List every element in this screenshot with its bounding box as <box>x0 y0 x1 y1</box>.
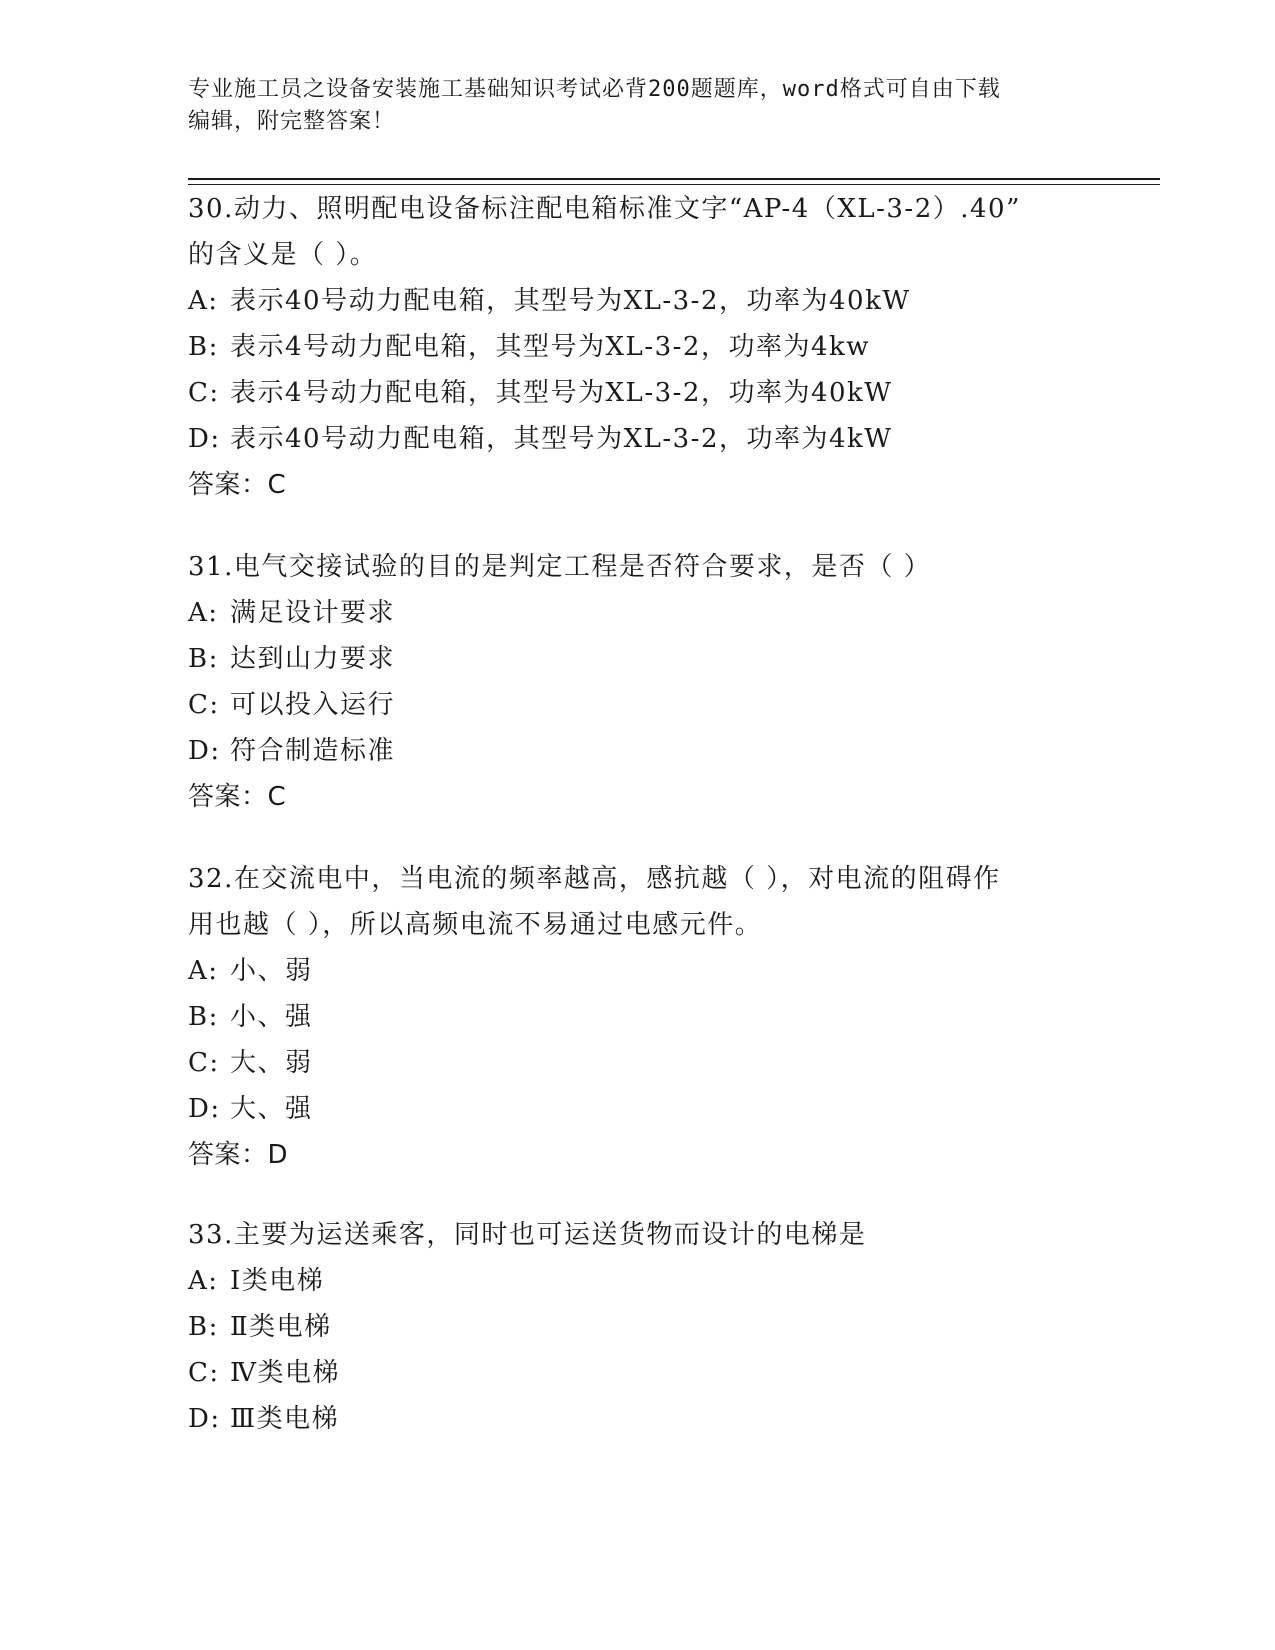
option-text: 表示40号动力配电箱，其型号为XL-3-2，功率为40kW <box>230 286 911 316</box>
option-text: 小、强 <box>230 1002 313 1032</box>
option-text: 符合制造标准 <box>230 736 396 766</box>
option-letter: B: <box>188 1312 219 1342</box>
option-letter: D: <box>188 1404 221 1434</box>
document-header <box>188 74 1088 138</box>
option-text: Ⅱ类电梯 <box>230 1312 332 1342</box>
option-letter: D: <box>188 1094 221 1124</box>
option-letter: D: <box>188 736 221 766</box>
option-c <box>188 682 1128 728</box>
option-d <box>188 1086 1128 1132</box>
question-stem: 31.电气交接试验的目的是判定工程是否符合要求，是否（ ） <box>188 552 932 582</box>
option-c <box>188 370 1128 416</box>
option-text: Ⅲ类电梯 <box>230 1404 340 1434</box>
option-letter: B: <box>188 1002 219 1032</box>
question-31 <box>188 544 1128 820</box>
option-d <box>188 1396 1128 1442</box>
question-stem: 33.主要为运送乘客，同时也可运送货物而设计的电梯是 <box>188 1220 867 1250</box>
option-text: 表示40号动力配电箱，其型号为XL-3-2，功率为4kW <box>230 424 893 454</box>
option-text: 大、弱 <box>230 1048 313 1078</box>
option-d <box>188 416 1128 462</box>
question-stem: 32.在交流电中，当电流的频率越高，感抗越（ ），对电流的阻碍作 <box>188 864 1001 894</box>
option-letter: B: <box>188 332 219 362</box>
option-letter: C: <box>188 1358 220 1388</box>
question-33 <box>188 1212 1128 1442</box>
option-text: Ⅳ类电梯 <box>230 1358 340 1388</box>
option-text: I类电梯 <box>230 1266 325 1296</box>
question-stem: 的含义是（ ）。 <box>188 240 378 270</box>
header-divider-thin <box>188 184 1160 185</box>
option-b <box>188 994 1128 1040</box>
option-letter: D: <box>188 424 221 454</box>
answer-line: 答案：D <box>188 1140 289 1170</box>
option-letter: C: <box>188 690 220 720</box>
option-text: 小、弱 <box>230 956 313 986</box>
option-text: 表示4号动力配电箱，其型号为XL-3-2，功率为40kW <box>230 378 893 408</box>
option-text: 可以投入运行 <box>230 690 396 720</box>
option-letter: C: <box>188 378 220 408</box>
option-a <box>188 948 1128 994</box>
option-b <box>188 636 1128 682</box>
option-d <box>188 728 1128 774</box>
question-stem: 用也越（ ），所以高频电流不易通过电感元件。 <box>188 910 763 940</box>
option-c <box>188 1350 1128 1396</box>
question-stem: 30.动力、照明配电设备标注配电箱标准文字“AP-4（XL-3-2）.40” <box>188 194 1021 224</box>
option-letter: B: <box>188 644 219 674</box>
option-text: 达到山力要求 <box>230 644 396 674</box>
header-divider-thick <box>188 178 1160 180</box>
option-c <box>188 1040 1128 1086</box>
option-text: 表示4号动力配电箱，其型号为XL-3-2，功率为4kw <box>230 332 871 362</box>
option-a <box>188 278 1128 324</box>
option-letter: C: <box>188 1048 220 1078</box>
option-b <box>188 1304 1128 1350</box>
header-line-2: 编辑，附完整答案！ <box>188 109 396 134</box>
option-b <box>188 324 1128 370</box>
option-letter: A: <box>188 956 219 986</box>
option-letter: A: <box>188 1266 219 1296</box>
option-text: 大、强 <box>230 1094 313 1124</box>
header-line-1: 专业施工员之设备安装施工基础知识考试必背200题题库，word格式可自由下载 <box>188 77 1001 102</box>
option-text: 满足设计要求 <box>230 598 396 628</box>
option-a <box>188 1258 1128 1304</box>
question-30 <box>188 186 1128 508</box>
option-a <box>188 590 1128 636</box>
option-letter: A: <box>188 286 219 316</box>
answer-line: 答案：C <box>188 782 287 812</box>
option-letter: A: <box>188 598 219 628</box>
question-32 <box>188 856 1128 1178</box>
answer-line: 答案：C <box>188 470 287 500</box>
